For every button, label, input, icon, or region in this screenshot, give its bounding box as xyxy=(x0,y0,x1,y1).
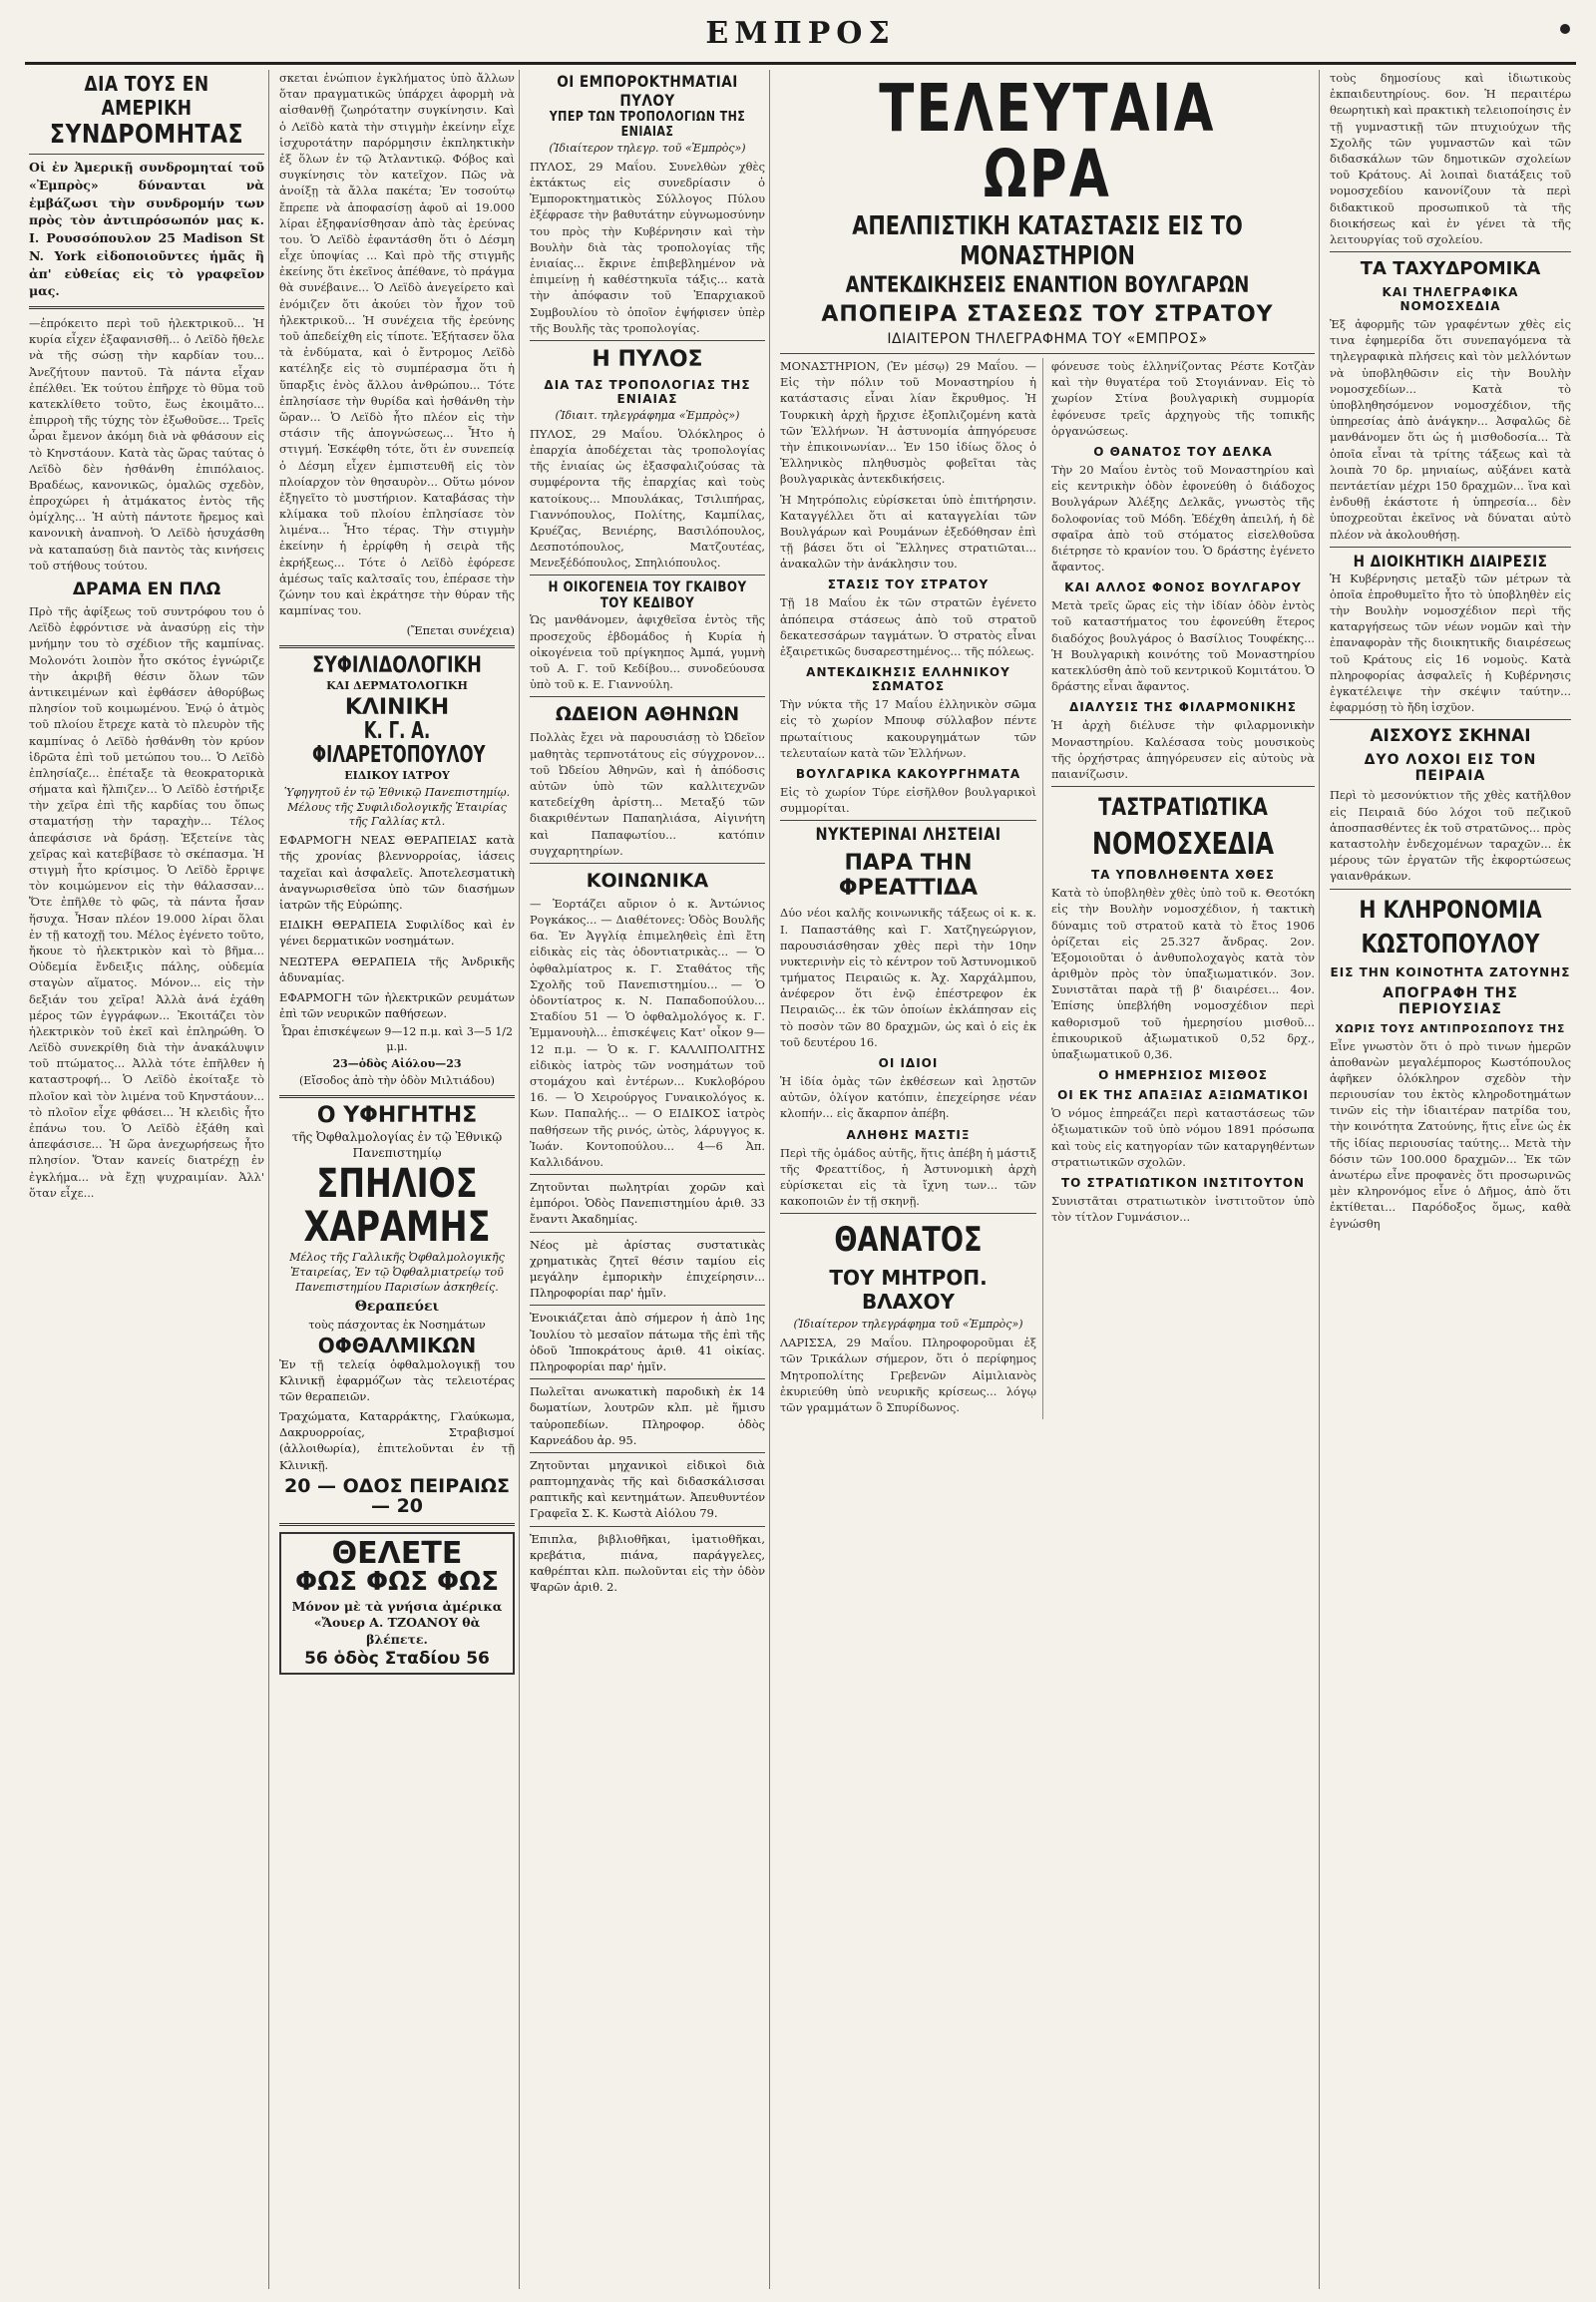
eye-address: 20 — ΟΔΟΣ ΠΕΙΡΑΙΩΣ — 20 xyxy=(283,1474,511,1517)
headline-military: ΤΑΣΤΡΑΤΙΩΤΙΚΑ xyxy=(1098,793,1268,822)
headline-inheritance: Η ΚΛΗΡΟΝΟΜΙΑ xyxy=(1359,895,1542,924)
headline-same-ones: ΟΙ ΙΔΙΟΙ xyxy=(878,1056,939,1070)
headline-subscribers: ΣΥΝΔΡΟΜΗΤΑΣ xyxy=(49,120,244,150)
headline-postal: ΤΑ ΤΑΧΥΔΡΟΜΙΚΑ xyxy=(1360,258,1541,280)
serial-continued: σκεται ἐνώπιον ἐγκλήματος ὑπὸ ἄλλων ὅταν πραγματικῶς ὑπάρχει ἀφορμὴ νὰ αἰσθανθῇ ζωηρότατην συγκίνησιν. Καὶ ὁ Λεϊδὸ κατὰ τὴν στιγμὴν ἐκείνην εἶχε ἰσχυροτάτην παρόρμησιν ἐκπληκτικὴν ἐξ ὅλων ἐν τῷ Ἀτλαντικῷ. Φόβος καὶ συγκίνησις τὸν κατεῖχον. Πῶς νὰ ἀνοίξῃ τὰ ἄλλα πακέτα; Ἐν τοσούτῳ ἔπρεπε νὰ ἀποφασίσῃ ἀφοῦ αἱ 19.000 λίραι ἐξηφανίσθησαν ἀπὸ τὰς ἐρεύνας του. Ὁ Λεϊδὸ ἐφαντάσθη ὅτι ὁ Δέσμη εἶχε ὑποψίας ... Καὶ πρὸ τῆς στιγμῆς ἐκείνης ὅτι ἐκεῖνος ἀπέθανε, τὸ πράγμα θὰ συνέβαινε... Ὁ Λεϊδὸ ἀνεγείρετο καὶ ἐνόμιζεν ὅτι ἀκούει τὸν ἦχον τοῦ ἠλεκτρικοῦ... Ἡ συνέχεια τῆς ἐρεύνης τοῦ ἀπεδείχθη εἰς τίποτε. Ἐξήτασεν ὅλα τὰ ἐνδύματα, καὶ ὁ ἔντρομος Λεϊδὸ κατέληξε εἰς τὸ συμπέρασμα ὅτι ἡ ὕπαρξις ἑνὸς ἄλλου ἀνθρώπου... Τότε ἐπλησίασε τὴν θυρίδα καὶ ἠσθάνθη τὴν ὥραν... Ὁ Λεϊδὸ ἦτο πλέον εἰς τὴν στάσιν τῆς ἀπογνώσεως... Ἦτο ἡ στιγμή. Ἐσκέφθη τότε, ὅτι ἐν συνεπείᾳ ὁ Δέσμη εἶχεν ἐμπιστευθῆ εἰς τὸν πλοίαρχον τὸν θησαυρὸν... Οὕτω μόνον ἐξηγεῖτο τὸ μυστήριον. Καταβάσας τὴν κλίμακα τοῦ πλοίου ἐπλησίασε τὸν λιμένα... Ἦτο τέρας. Τὴν στιγμὴν ἐκείνην ἡ ἐρρίφθη ἡ σειρὰ τῆς ἐκρήξεως... Τότε ὁ Λεϊδὸ ἐφόρεσε ἀμέσως ταῖς καλτσαῖς του, ἐπέρασε τὴν ζώνην του καὶ ἐκράτησε τὴν θύραν τῆς καμπίνας του. xyxy=(279,71,515,618)
headline-submitted: ΤΑ ΥΠΟΒΛΗΘΕΝΤΑ ΧΘΕΣ xyxy=(1091,868,1275,883)
clinic-credentials: Ὑφηγητοῦ ἐν τῷ Ἐθνικῷ Πανεπιστημίῳ. Μέλους τῆς Συφιλιδολογικῆς Ἑταιρίας τῆς Γαλλίας κτλ. xyxy=(283,785,511,829)
lead-text-4: Τὴν νύκτα τῆς 17 Μαΐου ἑλληνικὸν σῶμα εἰς τὸ χωρίον Μπουφ σύλλαβον πέντε πρωταίτιους κακουργημάτων τῶν τελευταίων κατὰ τῶν Ἑλλήνων. xyxy=(780,697,1036,760)
light-advert-slogan: ΦΩΣ ΦΩΣ ΦΩΣ xyxy=(294,1567,499,1598)
headline-pylos-sub: ΥΠΕΡ ΤΩΝ ΤΡΟΠΟΛΟΓΙΩΝ ΤΗΣ ΕΝΙΑΙΑΣ xyxy=(549,110,746,140)
lead-text-11: Ἡ ἰδία ὁμὰς τῶν ἐκθέσεων καὶ λῃστῶν αὐτῶν, ὀλίγον κατόπιν, ἐπεχείρησε νέαν κλοπήν... εἰς ἄκαρπον ἀπέβη. xyxy=(780,1074,1036,1121)
eye-credentials: Μέλος τῆς Γαλλικῆς Ὀφθαλμολογικῆς Ἑταιρείας, Ἐν τῷ Ὀφθαλμιατρείῳ τοῦ Πανεπιστημίου Παρισίων ἀσκηθείς. xyxy=(289,1251,505,1294)
headline-drama: ΔΡΑΜΑ ΕΝ ΠΛΩ xyxy=(72,579,221,599)
classified-6: Ἐπιπλα, βιβλιοθῆκαι, ἱματιοθῆκαι, κρεβάτια, πιάνα, παράγγελες, καθρέπται κλπ. πωλοῦνται εἰς τὴν ὁδὸν Ψαρῶν ἀριθ. 2. xyxy=(530,1531,765,1595)
clinic-hours: Ὧραι ἐπισκέψεων 9—12 π.μ. καὶ 3—5 1/2 μ.μ. xyxy=(280,1025,514,1054)
masthead-ornament-icon xyxy=(1560,24,1570,34)
headline-admin-division: Η ΔΙΟΙΚΗΤΙΚΗ ΔΙΑΙΡΕΣΙΣ xyxy=(1353,551,1548,571)
eye-conditions: Τραχώματα, Καταρράκτης, Γλαύκωμα, Δακρυορροίας, Στραβισμοί (ἀλλοιθωρία), ἐπιτελοῦνται ἐν τῇ Κλινικῇ. xyxy=(279,1409,515,1472)
classified-2: Νέος μὲ ἀρίστας συστατικὰς χρηματικὰς ζητεῖ θέσιν ταμίου εἰς μεγάλην ἐμπορικὴν ἐπιχείρησιν... Πληροφορίαι παρ' ἡμῖν. xyxy=(530,1237,765,1301)
headline-social: ΚΟΙΝΩΝΙΚΑ xyxy=(586,869,709,892)
lead-text-14: Κατὰ τὸ ὑποβληθὲν χθὲς ὑπὸ τοῦ κ. Θεοτόκη εἰς τὴν Βουλὴν νομοσχέδιον, ἡ τακτικὴ δύναμις τοῦ στρατοῦ κατὰ τὸ ἔτος 1906 ὁρίζεται εἰς 25.327 ἄνδρας. 2ον. Ἐξομοιοῦται ὁ ἀνθυπολοχαγὸς κατὰ τὸν ἀριθμὸν πρὸς τὸν ὑπαξιωματικόν. 3ον. Συνιστᾶται παρὰ τῇ β' διαιρέσει... 4ον. Ἐπίσης ὑπεβλήθη νομοσχέδιον περὶ καθορισμοῦ τοῦ ἡμερησίου μισθοῦ... ἐπικουρικοῦ ἀξιωματικοῦ 0,52 δρχ., ὑπαξιωματικοῦ 0,36. xyxy=(1051,886,1315,1061)
social-text: — Ἐορτάζει αὔριον ὁ κ. Ἀντώνιος Ρογκάκος... — Διαθέτονες: Ὁδὸς Βουλῆς 6α. Ἐν Ἀγγλίᾳ ἐπιμεληθεὶς ἐπὶ ἔτη εἰδικὰς εἰς τὰς ὀδοντιατρικὰς... — Ὁ ὀφθαλμίατρος κ. Γ. Σταθάτος τῆς Σχολῆς τοῦ Πανεπιστημίου... — Ὁ ὀδοντίατρος κ. Ν. Παπαδοπούλου... Σταδίου 51 — Ὁ ὀφθαλμολόγος κ. Γ. Ἐμμανουὴλ... ἐπισκέψεις Κατ' οἶκον 9—12 π.μ. — Ὁ κ. Γ. ΚΑΛΛΙΠΟΛΙΤΗΣ εἰδικὸς ἰατρὸς τῶν νοσημάτων τοῦ στομάχου καὶ ἐντέρων... Κυκλοβόρου 16. — Ὁ Χειρούργος Γυναικολόγος κ. Κων. Παπαλής... — Ο ΕΙΔΙΚΟΣ ἰατρὸς παθήσεων τῆς ρινός, ὠτὸς, λάρυγγος κ. Ἰωάν. Κοντοπούλου... 4—6 Ἀπ. Καλλιδάνου. xyxy=(530,896,765,1169)
headline-freattida: ΠΑΡΑ ΤΗΝ ΦΡΕΑΤΤΙΔΑ xyxy=(838,851,979,902)
headline-greek-reprisal: ΑΝΤΕΚΔΙΚΗΣΙΣ ΕΛΛΗΝΙΚΟΥ ΣΩΜΑΤΟΣ xyxy=(806,665,1010,694)
light-advert-title: ΘΕΛΕΤΕ xyxy=(331,1535,463,1571)
clinic-specialist: ΕΙΔΙΚΟΥ ΙΑΤΡΟΥ xyxy=(344,768,450,782)
eye-title: Ο ΥΦΗΓΗΤΗΣ xyxy=(316,1102,478,1128)
pylos-text-2: ΠΥΛΟΣ, 29 Μαΐου. Ὁλόκληρος ὁ ἐπαρχία ἀποδέχεται τὰς τροπολογίας τῆς ἑνιαίας ὡς ἐξασφαλιζούσας τὰ συμφέροντα τῆς ἐπαρχίας καὶ τοὺς κατοίκους... Μπουλάκας, Τσιλιπήρας, Γιαννόπουλος, Πολίτης, Καμπίλας, Κρυέζας, Βενιέρης, Βασιλόπουλος, Δεσποτόπουλος, Ματζουτέας, Μενεξέδόπουλος, Σπηλιόπουλος. xyxy=(530,426,765,571)
classified-1: Ζητοῦνται πωλητρίαι χορῶν καὶ ἐμπόροι. Ὁδὸς Πανεπιστημίου ἀριθ. 33 ἔναντι Ἀκαδημίας. xyxy=(530,1180,765,1227)
lead-text-12: Περὶ τῆς ὁμάδος αὐτῆς, ἥτις ἀπέβη ἡ μάστιξ τῆς Φρεαττίδος, ἡ Ἀστυνομικὴ ἀρχὴ εὑρίσκεται εἰς τὰ ἴχνη των... τῶν κακοποιῶν ἐν τῇ σκηνῇ. xyxy=(780,1145,1036,1209)
subscribers-notice: Οἱ ἐν Ἀμερικῇ συνδρομηταί τοῦ «Ἐμπρὸς» δύνανται νὰ ἐμβάζωσι τὴν συνδρομήν των πρὸς τὸν ἀντιπρόσωπόν μας κ. Ι. Ρουσσόπουλον 25 Madison St N. York εἰδοποιοῦντες ἡμᾶς ἢ ἀπ' εὐθείας εἰς τὸ γραφεῖον μας. xyxy=(29,160,264,299)
light-advert xyxy=(279,1532,515,1675)
newspaper-page xyxy=(25,70,1576,2289)
byline-lead: (Ἰδιαίτερον τηλεγράφημα τοῦ «Ἐμπρὸς») xyxy=(793,1318,1023,1332)
clinic-line-9: ΝΕΩΤΕΡΑ ΘΕΡΑΠΕΙΑ τῆς Ἀνδρικῆς ἀδυναμίας. xyxy=(279,954,515,984)
headline-delkas-death: Ο ΘΑΝΑΤΟΣ ΤΟΥ ΔΕΛΚΑ xyxy=(1093,444,1273,459)
classified-3: Ἐνοικιάζεται ἀπὸ σήμερον ἡ ἀπὸ 1ης Ἰουλίου τὸ μεσαῖον πάτωμα τῆς ἐπὶ τῆς ὁδοῦ Ἱπποκράτους ἀριθ. 41 οἰκίας. Πληροφορίαι παρ' ἡμῖν. xyxy=(530,1311,765,1373)
eye-patients: τοὺς πάσχοντας ἐκ Νοσημάτων xyxy=(308,1318,486,1332)
eye-first-name: ΣΠΗΛΙΟΣ xyxy=(316,1161,478,1208)
headline-bills: ΝΟΜΟΣΧΕΔΙΑ xyxy=(1091,827,1275,863)
headline-daily-wage: Ο ΗΜΕΡΗΣΙΟΣ ΜΙΣΘΟΣ xyxy=(1098,1068,1268,1083)
conservatory-text: Πολλὰς ἔχει νὰ παρουσιάσῃ τὸ Ὠδεῖον μαθητὰς τερπνοτάτους εἰς σύγχρονον... τοῦ Ὠδείου Ἀθηνῶν, καὶ ἡ ἀπόδοσις αὐτῶν ὑπὸ τῶν καλλιτεχνῶν κατεδείχθη ἀρίστη... Μεταξύ τῶν διακριθέντων Παπαηλιάσα, Αἰγινήτη καὶ Παπαφωτίου... κατόπιν συγχαρητηρίων. xyxy=(530,730,765,858)
headline-night-robberies: ΝΥΚΤΕΡΙΝΑΙ ΛΗΣΤΕΙΑΙ xyxy=(815,825,1001,846)
clinic-line-7: ΕΦΑΡΜΟΓΗ ΝΕΑΣ ΘΕΡΑΠΕΙΑΣ κατὰ τῆς χρονίας βλεννορροίας, ἰάσεις ταχεῖαι καὶ ἀσφαλεῖς. Ἀποτελεσματικὴ ἀναγνωρισθεῖσα ὑπὸ τῶν διασήμων ἰατρῶν τῆς Εὐρώπης. xyxy=(279,833,515,912)
clinic-doctor: Κ. Γ. Α. ΦΙΛΑΡΕΤΟΠΟΥΛΟΥ xyxy=(312,717,486,768)
col5-text-3: Ἡ Κυβέρνησις μεταξὺ τῶν μέτρων τὰ ὁποῖα ἐπροθυμεῖτο ἦτο τὸ ὑποβληθὲν εἰς τὴν Βουλὴν νομοσχέδιον περὶ τῆς καταργήσεως τῶν νέων νομῶν καὶ τὴν ἐπαναφορὰν τῆς διοικητικῆς διαιρέσεως τοῦ Κράτους εἰς 16 νομοὺς. Κατὰ πληροφορίας ἀσφαλεῖς ἡ Κυβέρνησις ἐγκατέλειψε τὴν σκέψιν ταύτην... ἐφαρμόσῃ τὸ ἤδη ἰσχῦον. xyxy=(1330,571,1571,715)
col5-text-4: Περὶ τὸ μεσονύκτιον τῆς χθὲς κατῆλθον εἰς Πειραιᾶ δύο λόχοι τοῦ πεζικοῦ ἀποσπασθέντες ἐκ τοῦ στρατῶνος... πρὸς καταστολὴν ἐνδεχομένων ταραχῶν... ἐκ μέρους τῶν ἐργατῶν τῆς ἐκφορτώσεως γαιανθράκων. xyxy=(1330,788,1571,884)
eye-institution: τῆς Ὀφθαλμολογίας ἐν τῷ Ἐθνικῷ Πανεπιστημίῳ xyxy=(291,1129,503,1160)
lead-text-5: Εἰς τὸ χωρίον Τύρε εἰσῆλθον βουλγαρικοὶ συμμορίται. xyxy=(780,784,1036,816)
clinic-advert xyxy=(279,654,515,1089)
column-4 xyxy=(776,70,1320,2289)
col5-text-2: Ἐξ ἀφορμῆς τῶν γραφέντων χθὲς εἰς τινα ἐφημερίδα ὅτι συνεπαγόμενα τὰ τηλεγραφικὰ πλήσεις καὶ τὸν μελλόντων νὰ ὑποβληθῶσιν εἰς τὴν Βουλὴν νομοσχεδίων... Κατὰ τὸ ὑποβληθησόμενον νομοσχέδιον, τῆς ὑπηρεσίας ἀπὸ ἀνάγκην... Ἀσφαλῶς δὲ μανθάνομεν ὅτι ὡς ἡ μισθοδοσία... Τὰ ὁποῖα εἶναι τὰ τρίτης τάξεως καὶ τὰ λοιπὰ 70 δρ. μηνιαίως, αὐξάνει κατὰ πεντάετίαν μέχρι 150 δραχμῶν... ἵνα καὶ ἐνδυθῇ ἑκάστοτε ἡ ὑπηρεσία... δὲν ὑποχρεοῦται ἐκεῖνος νὰ δύναται αὐτὸ πλέον νὰ ἀκολουθήσῃ. xyxy=(1330,317,1571,542)
lead-text-10: Δύο νέοι καλῆς κοινωνικῆς τάξεως οἱ κ. κ. Ι. Παπαστάθης καὶ Γ. Χατζηγεώργιον, παρουσιάσθησαν χθὲς περὶ τὴν 10ην νυκτερινὴν εἰς τὸ κέντρον τοῦ Ἀστυνομικοῦ τμήματος Πειραιῶς κ. Ἀχ. Χαρχάλμπου, ἀνέφερον ὅτι ἐνῷ ἐπέστρεφον ἐκ Πειραιῶς... ἐκ τῶν ὁποίων ἐκλάπησαν εἰς τὸ ποσὸν τῶν 80 δραχμῶν, ὡς καὶ ὁ εἰς ἐκ τοῦ δευτέρου 16. xyxy=(780,906,1036,1049)
headline-pylos-merchants: ΟΙ ΕΜΠΟΡΟΚΤΗΜΑΤΙΑΙ ΠΥΛΟΥ xyxy=(557,72,738,110)
headline-without-reps: ΧΩΡΙΣ ΤΟΥΣ ΑΝΤΙΠΡΟΣΩΠΟΥΣ ΤΗΣ xyxy=(1335,1022,1566,1035)
headline-pylos: Η ΠΥΛΟΣ xyxy=(592,346,703,372)
byline-1: (Ἰδιαίτερον τηλεγρ. τοῦ «Ἐμπρὸς») xyxy=(549,142,746,155)
clinic-word: ΚΛΙΝΙΚΗ xyxy=(344,694,450,720)
lead-text-15: Ὁ νόμος ἐπηρεάζει περὶ καταστάσεως τῶν ὀξιωματικῶν τοῦ ὑπὸ νόμου 1891 πρόσωπα καὶ τοὺς εἰς κατηγορίαν τῶν καταργηθέντων στρατιωτικῶν σχολῶν. xyxy=(1051,1106,1315,1169)
headline-death: ΘΑΝΑΤΟΣ xyxy=(834,1220,983,1261)
pylos-text-1: ΠΥΛΟΣ, 29 Μαΐου. Συνελθὼν χθὲς ἐκτάκτως εἰς συνεδρίασιν ὁ Ἐμποροκτηματικὸς Σύλλογος Πύλου ἐξέφρασε τὴν βαθυτάτην εὐγνωμοσύνην του πρὸς τὴν Κυβέρνησιν καὶ τὴν Βουλὴν διὰ τὰς τροπολογίας τῆς ἑνιαίας... ἔκρινε ἐπιβεβλημένον νὰ ἐπιμείνῃ ἡ καθέστηκυῖα τάξις... κατὰ τὴν ἀπόφασιν τοῦ Ἐπαρχιακοῦ Συμβουλίου τὸ ὁποῖον ἐψήφισεν ὑπὲρ τῆς Βουλῆς τὰς τροπολογίας. xyxy=(530,159,765,335)
light-advert-address: 56 ὁδὸς Σταδίου 56 xyxy=(304,1649,490,1670)
headline-philharmonic: ΔΙΑΛΥΣΙΣ ΤΗΣ ΦΙΛΑΡΜΟΝΙΚΗΣ xyxy=(1069,700,1297,715)
col5-text-5: Εἶνε γνωστὸν ὅτι ὁ πρὸ τινων ἡμερῶν ἀποθανὼν μεγαλέμπορος Κωστόπουλος ἀφῆκεν ὁλόκληρον σχεδὸν τὴν περιουσίαν του ἐκτὸς κληροδοτημάτων τινῶν εἰς τὴν ἰδιαιτέραν πατρίδα του, τὴν κοινότητα Ζατούνης, ἥτις εἶνε ὡς ἐκ τῆς ἰδίας περιουσίας ταύτης... Μετὰ τὴν δόσιν τῶν 100.000 δραχμῶν... Ἐκ τῶν ἀνωτέρω εἶνε προφανὲς ὅτι προσωρινῶς μὲν κληρονόμος εἶνε ὁ Δῆμος, ἀπὸ ὅτι ἐκτίθεται... Παρόδοξος ὅμως, καθὰ ἐγνώσθη xyxy=(1330,1038,1571,1231)
lead-subhead-4: ΙΔΙΑΙΤΕΡΟΝ ΤΗΛΕΓΡΑΦΗΜΑ ΤΟΥ «ΕΜΠΡΟΣ» xyxy=(887,331,1208,347)
headline-inventory: ΑΠΟΓΡΑΦΗ ΤΗΣ ΠΕΡΙΟΥΣΙΑΣ xyxy=(1383,984,1518,1017)
headline-america: ΔΙΑ ΤΟΥΣ ΕΝ ΑΜΕΡΙΚΗ xyxy=(84,72,209,120)
column-1 xyxy=(25,70,269,2289)
eye-clinic-text: Ἐν τῇ τελείᾳ ὀφθαλμολογικῇ του Κλινικῇ ἐφαρμόζων τὰς τελειοτέρας τῶν θεραπειῶν. xyxy=(279,1356,515,1403)
headline-kostopoulos: ΚΩΣΤΟΠΟΥΛΟΥ xyxy=(1361,929,1540,959)
light-advert-text: Μόνον μὲ τὰ γνήσια ἀμέρικα «Ἄουερ Α. ΤΖΟΑΝΟΥ θὰ βλέπετε. xyxy=(291,1598,503,1648)
clinic-title: ΣΥΦΙΛΙΔΟΛΟΓΙΚΗ xyxy=(312,652,482,678)
lead-text-13: ΛΑΡΙΣΣΑ, 29 Μαΐου. Πληροφοροῦμαι ἐξ τῶν Τρικάλων σήμερον, ὅτι ὁ περίφημος Μητροπολίτης Γρεβενῶν Αἰμιλιανὸς ἐκυριεύθη ὑπὸ νευρικῆς κρίσεως... λόγῳ τῶν γραμμάτων ὃ Σπυρίδωνος. xyxy=(780,1336,1036,1414)
lead-banner: ΤΕΛΕΥΤΑΙΑ ΩΡΑ xyxy=(879,70,1216,212)
headline-zatouna: ΕΙΣ ΤΗΝ ΚΟΙΝΟΤΗΤΑ ΖΑΤΟΥΝΗΣ xyxy=(1330,964,1571,979)
lead-text-9: Ἡ ἀρχὴ διέλυσε τὴν φιλαρμονικὴν Μοναστηρίου. Καλέσασα τοὺς μουσικοὺς τῆς ὀρχήστρας ἀπηγόρευσεν εἰς αὐτοὺς νὰ παιανίζωσιν. xyxy=(1051,718,1315,781)
headline-another-murder: ΚΑΙ ΑΛΛΟΣ ΦΟΝΟΣ ΒΟΥΛΓΑΡΟΥ xyxy=(1064,580,1302,595)
lead-two-column xyxy=(780,358,1315,1419)
col5-text-1: τοὺς δημοσίους καὶ ἰδιωτικοὺς ἐκπαιδευτηρίους. 6ον. Ἡ περαιτέρω θεωρητικὴ καὶ πρακτικὴ τελειοποίησις ἐν τῇ γυμναστικῇ τῶν πτυχιούχων τῆς Σχολῆς τῶν γυμναστῶν καὶ τῶν διδασκάλων τῶν δημοτικῶν σχολείων τοῦ Κράτους. Αἱ λοιπαὶ διατάξεις τοῦ νομοσχεδίου κανονίζουν τὰ περὶ διδακτικοῦ προσωπικοῦ τὰ τῆς διοικήσεως καὶ ἐν γένει τὰ τῆς λειτουργίας τοῦ σχολείου. xyxy=(1330,71,1571,246)
column-5 xyxy=(1326,70,1575,2289)
column-3 xyxy=(526,70,770,2289)
headline-military-institute: ΤΟ ΣΤΡΑΤΙΩΤΙΚΟΝ ΙΝΣΤΙΤΟΥΤΟΝ xyxy=(1060,1175,1306,1190)
masthead xyxy=(25,10,1576,65)
lead-text-6: φόνευσε τοὺς ἑλληνίζοντας Ρέστε Κοτζὰν καὶ τὴν θυγατέρα τοῦ Στογιάνναν. Εἰς τὸ χωρίον Στίνα βουλγαρικὴ συμμορία ἐφόνευσε τρεῖς ἀρχηγοὺς τῆς τοπικῆς ὀργανώσεως. xyxy=(1051,359,1315,438)
eye-specialty: ΟΦΘΑΛΜΙΚΩΝ xyxy=(317,1333,477,1357)
eye-treats: Θεραπεύει xyxy=(354,1298,440,1315)
clinic-subtitle: ΚΑΙ ΔΕΡΜΑΤΟΛΟΓΙΚΗ xyxy=(326,678,468,692)
clinic-line-8: ΕΙΔΙΚΗ ΘΕΡΑΠΕΙΑ Συφιλίδος καὶ ἐν γένει δερματικῶν νοσημάτων. xyxy=(279,918,515,949)
lead-text-1: ΜΟΝΑΣΤΗΡΙΟΝ, (Ἐν μέσῳ) 29 Μαΐου. — Εἰς τὴν πόλιν τοῦ Μοναστηρίου ἡ κατάστασις εἶναι λίαν ἔκρυθμος. Ἡ Τουρκικὴ ἀρχὴ ἤρχισε ἐξοπλιζομένη κατὰ τῶν Ἑλλήνων. Ἡ ἀστυνομία ἀπηγόρευσε τὴν ἐπικοινωνίαν... Ἐν 150 ἰδίως ὅλος ὁ Ἑλληνικὸς πληθυσμὸς φοβεῖται τὰς βουλγαρικὰς ἀντεκδικήσεις. xyxy=(780,359,1036,487)
headline-true-scourge: ΑΛΗΘΗΣ ΜΑΣΤΙΞ xyxy=(846,1127,971,1142)
to-be-continued: (Ἔπεται συνέχεια) xyxy=(406,623,515,638)
lead-subhead-1: ΑΠΕΛΠΙΣΤΙΚΗ ΚΑΤΑΣΤΑΣΙΣ ΕΙΣ ΤΟ ΜΟΝΑΣΤΗΡΙΟΝ xyxy=(852,211,1243,271)
lead-text-2: Ἡ Μητρόπολις εὑρίσκεται ὑπὸ ἐπιτήρησιν. Καταγγέλλει ὅτι αἱ καταγγελίαι τῶν Βουλγάρων καὶ Ρουμάνων ἐξεδόθησαν ἐπὶ τῇ βάσει ὅτι οἱ Ἕλληνες στρατιῶται... ἀνακαλῶν τὴν ἀνάκλησιν του. xyxy=(780,492,1036,572)
headline-pylos-amendments: ΔΙΑ ΤΑΣ ΤΡΟΠΟΛΟΓΙΑΣ ΤΗΣ ΕΝΙΑΙΑΣ xyxy=(544,377,751,406)
newspaper-name: ΕΜΠΡΟΣ xyxy=(705,16,896,51)
classified-5: Ζητοῦνται μηχανικοὶ εἰδικοὶ διὰ ραπτομηχανὰς τῆς καὶ διδασκάλισσαι ραπτικῆς καὶ κεντημάτων. Ἀπευθυντέον Γραφεῖα Σ. Κ. Κωστὰ Αἰόλου 79. xyxy=(530,1457,765,1521)
lead-text-16: Συνιστᾶται στρατιωτικὸν ἰνστιτοῦτον ὑπὸ τὸν τίτλον Γυμνάσιον... xyxy=(1051,1193,1315,1225)
classified-4: Πωλεῖται ανωκατικὴ παροδικὴ ἐκ 14 δωματίων, λουτρῶν κλπ. μὲ ἥμισυ ταὐροπεδίων. Πληροφορ. ὁδὸς Καρνεάδου ἀρ. 95. xyxy=(530,1384,765,1447)
byline-2: (Ἰδιαιτ. τηλεγράφημα «Ἐμπρὸς») xyxy=(555,408,740,422)
headline-officers: ΟΙ ΕΚ ΤΗΣ ΑΠΑΞΙΑΣ ΑΞΙΩΜΑΤΙΚΟΙ xyxy=(1057,1088,1309,1103)
column-2 xyxy=(275,70,520,2289)
lead-subhead-2: ΑΝΤΕΚΔΙΚΗΣΕΙΣ ΕΝΑΝΤΙΟΝ ΒΟΥΛΓΑΡΩΝ xyxy=(845,273,1250,298)
serial-text-1: —ἐπρόκειτο περὶ τοῦ ἠλεκτρικοῦ... Ἡ κυρία εἶχεν ἐξαφανισθῆ... ὁ Λεϊδὸ ἤθελε νὰ τῆς σώσῃ τὴν καρδίαν του... Ἀνεζήτουν παντοῦ. Τὰ πάντα εἶχαν ἐπέλθει. Ἐκ τούτου ἐπῆρχε τὸ θῦμα τοῦ κατεκλίθετο τοῦτο, ἕως ἐκοιμᾶτο... ἐπιρροὴ τῆς τύχης τὸν ἐξωθοῦσε... Τρεῖς ὧραι ἔμενον ἀκόμη διὰ νὰ φθάσουν εἰς τὸ Κηνστάουν. Κατὰ τὰς ὥρας ταύτας ὁ Λεϊδὸ δὲν ἠσθάνθη ἐπιπόλαιος. Βραδέως, κανονικῶς, ὁμαλῶς σχεδὸν, ἐπροχώρει ἡ ἀτμάκατος ἐντὸς τῆς ὁμίχλης... Ἡ αὐτὴ πάντοτε ἤρεμος καὶ κανονικὴ ἀναπνοὴ. Ὁ Λεϊδὸ ἡσυχάσθη νὰ καταπαύσῃ διὰ παντὸς τὰς κινήσεις τοῦ στήθους τούτου. xyxy=(29,316,264,573)
headline-shameful-scenes: ΑΙΣΧΟΥΣ ΣΚΗΝΑΙ xyxy=(1370,726,1531,747)
khedive-text: Ὡς μανθάνομεν, ἀφιχθεῖσα ἐντὸς τῆς προσεχοῦς ἑβδομάδος ἡ Κυρία ἡ οἰκογένεια τοῦ πρίγκηπος Ἀμπά, γυμνὴ τοῦ Α. Γ. τοῦ Κεδίβου... συνοδεύουσα ὑπὸ τοῦ κ. Ε. Γιαννούλη. xyxy=(530,612,765,692)
eye-doctor-advert xyxy=(279,1104,515,1517)
headline-two-companies: ΔΥΟ ΛΟΧΟΙ ΕΙΣ ΤΟΝ ΠΕΙΡΑΙΑ xyxy=(1364,752,1537,785)
headline-army-mutiny: ΣΤΑΣΙΣ ΤΟΥ ΣΤΡΑΤΟΥ xyxy=(827,577,990,592)
clinic-address: 23—ὁδὸς Αἰόλου—23 xyxy=(332,1057,462,1070)
headline-khedive-family: Η ΟΙΚΟΓΕΝΕΙΑ ΤΟΥ ΓΚΑΙΒΟΥ ΤΟΥ ΚΕΔΙΒΟΥ xyxy=(548,579,747,612)
lead-text-7: Τὴν 20 Μαΐου ἐντὸς τοῦ Μοναστηρίου καὶ εἰς κεντρικὴν ὁδὸν ἐφονεύθη ὁ διάδοχος Βουλγάρων Ἀλέξης Δελκᾶς, γνωστὸς τῆς δολοφονίας τοῦ Μόδη. Ἐδέχθη ἀπειλή, ἡ δὲ σφαῖρα ἀπὸ τοῦ στόματος εἰσελθοῦσα διέτρησε τὸ κρανίον του. Ὁ δράστης ἐγένετο ἄφαντος. xyxy=(1051,462,1315,575)
lead-text-8: Μετὰ τρεῖς ὥρας εἰς τὴν ἰδίαν ὁδὸν ἐντὸς τοῦ καταστήματος του ἐφονεύθη ἕτερος διαδόχος βουλγάρος ὁ Βασίλιος Τουφέκης... Ἡ Βουλγαρικὴ κοινότης τοῦ Μοναστηρίου κατεκλύσθη ἀπὸ τοῦ κεντρικοῦ Κομιτάτου. Ὁ δράστης εἶναι ἄφαντος. xyxy=(1051,598,1315,694)
lead-subhead-3: ΑΠΟΠΕΙΡΑ ΣΤΑΣΕΩΣ ΤΟΥ ΣΤΡΑΤΟΥ xyxy=(821,302,1274,327)
clinic-entrance: (Εἴσοδος ἀπὸ τὴν ὁδὸν Μιλτιάδου) xyxy=(299,1073,495,1087)
headline-metropolitan: ΤΟΥ ΜΗΤΡΟΠ. ΒΛΑΧΟΥ xyxy=(829,1266,988,1315)
clinic-line-10: ΕΦΑΡΜΟΓΗ τῶν ἠλεκτρικῶν ρευμάτων ἐπὶ τῶν νευρικῶν παθήσεων. xyxy=(279,989,515,1021)
headline-postal-bills: ΚΑΙ ΤΗΛΕΓΡΑΦΙΚΑ ΝΟΜΟΣΧΕΔΙΑ xyxy=(1382,285,1519,314)
headline-bulgarian-crimes: ΒΟΥΛΓΑΡΙΚΑ ΚΑΚΟΥΡΓΗΜΑΤΑ xyxy=(795,766,1021,781)
serial-text-2: Πρὸ τῆς ἀφίξεως τοῦ συντρόφου του ὁ Λεϊδὸ ἐφρόντισε νὰ ἀνασύρῃ εἰς τὴν μνήμην του τὸ σχέδιον τῆς καμπίνας. Μολονότι λοιπὸν ἦτο σκότος ἐγνώριζε τὴν ἀκριβῆ θέσιν ὅλων τῶν ἀντικειμένων καὶ ἐφθάσεν ἀθορύβως πλησίον τοῦ κοιμωμένου. Ἐνῴ ὁ ἀτμὸς τοῦ πλοίου ἔτρεχε κατὰ τὸ πλευρὸν τῆς καμπίνας ὁ Λεϊδὸ ἠσθάνθη τὸν κρύον ἱδρῶτα ἐπὶ τοῦ μετώπου του... Ὁ Λεϊδὸ ἐπλησίαζε... ἐπέταξε τὰ θεοκρατορικὰ σήματα καὶ ἤλπιζεν... Ὁ Λεϊδὸ ἐστήριξε τὴν χεῖρα ἐπὶ τῆς καρδίας του ὅπως σταματήσῃ τὴν ταραχὴν... Τέλος ἀπεφάσισε νὰ δράσῃ. Ἐξετείνε τὰς χεῖρας καὶ κατεβίβασε τὸ σκέπασμα. Ἡ στιγμὴ ἦτο κρίσιμος. Ὁ Λεϊδὸ ἔρριψε τὸν κοιμώμενον εἰς τὴν θάλασσαν... Ὅτε ἐπῆλθε τὸ φῶς, τὰ πάντα ἦσαν ἥσυχα. Ἦσαν πλέον 19.000 λίραι ὅλαι ἐν τῇ κατοχῇ του. Μέλος ἐγένετο τοῦτο, ἤκουε τὸ ἠλεκτρικὸν καὶ τὸ βῆμα... Οὐδεμία ἔνδειξις πάλης, οὐδεμία σταγὼν αἵματος. Μόνον... εἰς τὴν δεξιάν του χεῖρα! Ἀλλὰ ἀνά ἐχάθη μέρος τῶν ἐγγράφων... Ἐκοιτάζει τὸν ἠλεκτρικὸν τοῦ ἐκεῖ καὶ ἐπληρώθη. Ὁ Λεϊδὸ συνεκρίθη διὰ τὴν ἀνακάλυψιν τοῦ πτώματος... Ἀλλὰ τότε ἐπῆλθεν ἡ καταστροφή... Ὁ Λεϊδὸ ἐκοίταξε τὸ πλοῖον καὶ τὸν λιμένα τοῦ Κηνστάουν... τὸ πλοῖον εἶχε φθάσει... Ἡ κλειδὶς ἦτο ἐπάνω του. Ὁ Λεϊδὸ ἐξάθη καὶ ἀπεφάσισε... Ἡ ὥρα ἀνεχωρήσεως ἦτο πλησίον. Ὅταν κανείς διατρέχῃ ἐν ἐγκλήμα... νὰ ἔχῃ ψυχραιμίαν. Ἀλλ' ὅταν εἶχε... xyxy=(29,604,264,1200)
eye-last-name: ΧΑΡΑΜΗΣ xyxy=(303,1202,491,1252)
lead-text-3: Τῇ 18 Μαΐου ἐκ τῶν στρατῶν ἐγένετο ἀπόπειρα στάσεως ἀπὸ τοῦ στρατοῦ δεκατεσσάρων ταγμάτων. Ὁ στρατὸς εἶναι ἐξαιρετικῶς δυσαρεστημένος... τῆς πόλεως. xyxy=(780,595,1036,658)
headline-conservatory: ΩΔΕΙΟΝ ΑΘΗΝΩΝ xyxy=(555,703,740,726)
